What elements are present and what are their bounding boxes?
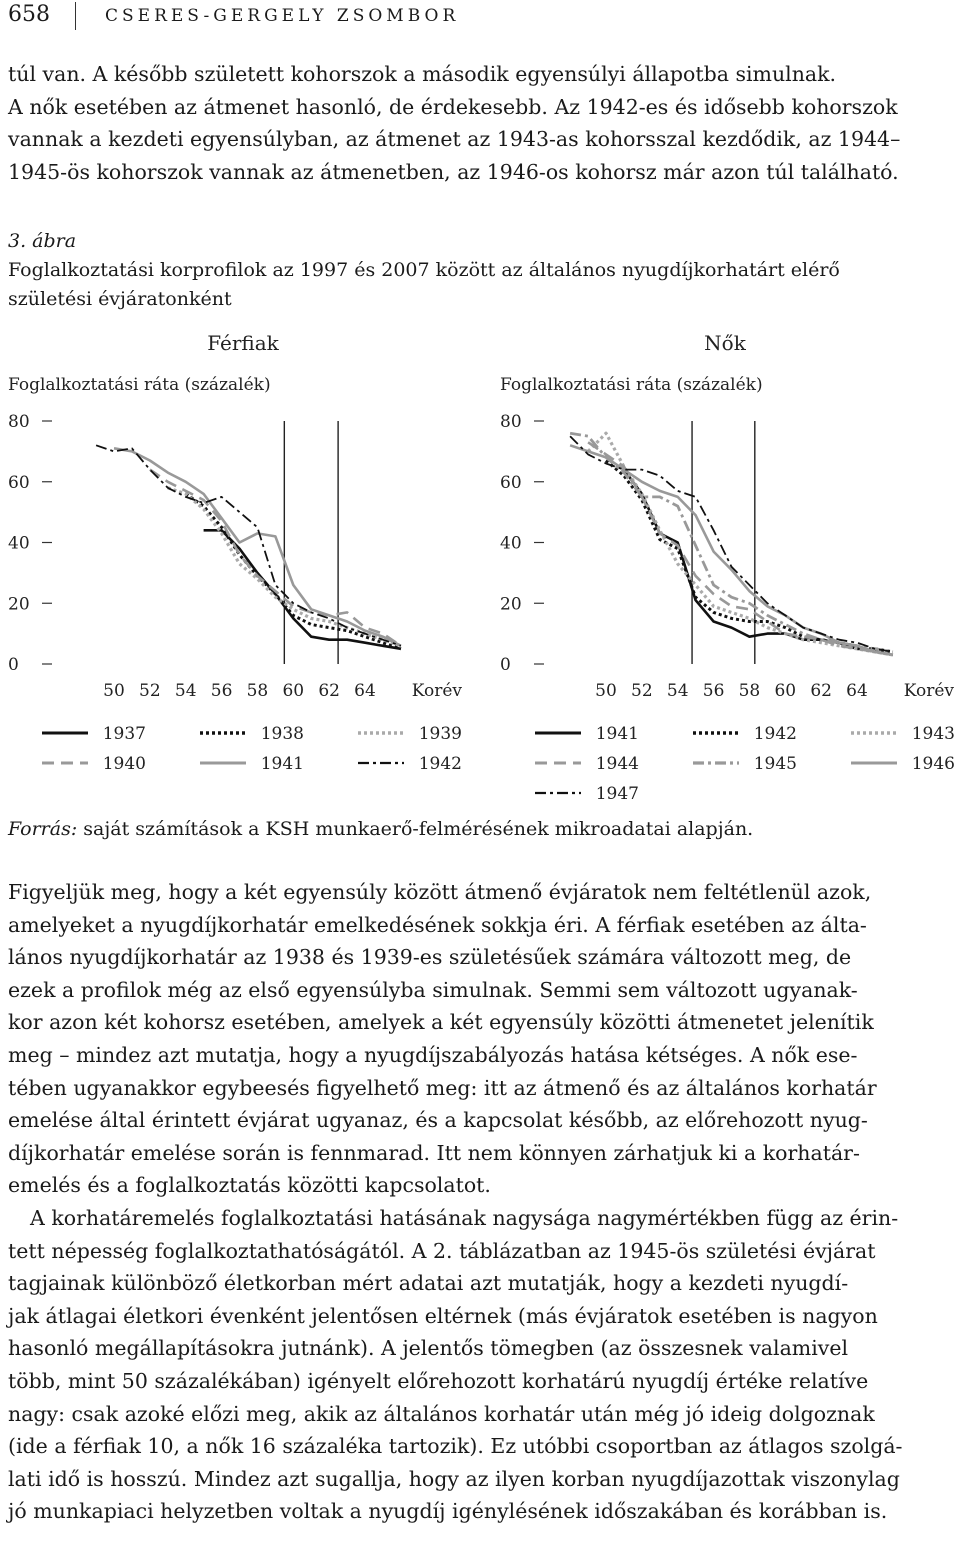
text-line: túl van. A később született kohorszok a második egyensúlyi állapotba simulnak. (8, 62, 837, 86)
x-tick-label: 52 (139, 681, 161, 701)
x-tick-label: 58 (246, 681, 269, 701)
text-line: jak átlagai életkori évenként jelentősen eltérnek (más évjáratok esetében is nagyon (8, 1303, 878, 1328)
series-line-1943 (588, 433, 893, 655)
x-tick-label: 62 (810, 681, 832, 701)
series-line-1941 (624, 470, 893, 655)
text-line: több, mint 50 százalékában) igényelt előrehozott korhatárú nyugdíj értéke relatíve (8, 1368, 869, 1393)
header-divider (75, 2, 76, 30)
x-axis-label: Korév (411, 681, 462, 701)
caption-line: születési évjáratonként (8, 288, 232, 310)
x-tick-label: 60 (282, 681, 305, 701)
figure-caption (8, 256, 956, 314)
figure-label: 3. ábra (8, 230, 77, 252)
legend-label: 1944 (595, 754, 639, 774)
text-line: vannak a kezdeti egyensúlyban, az átmenet az 1943-as kohorsszal kezdődik, az 1944– (8, 127, 901, 152)
text-line: ezek a profilok még az első egyensúlyba simulnak. Semmi sem változott ugyanak- (8, 977, 858, 1002)
intro-paragraph (8, 58, 956, 188)
source-label: Forrás: (8, 818, 78, 840)
legend-label: 1940 (102, 754, 146, 774)
x-tick-label: 56 (210, 681, 233, 701)
y-tick-label: 0 (8, 655, 19, 675)
legend-label: 1941 (260, 754, 304, 774)
text-line: (ide a férfiak 10, a nők 16 százaléka tartozik). Ez utóbbi csoportban az átlagos szolgá- (8, 1434, 903, 1459)
text-line: tében ugyanakkor egybeesés figyelhető meg: itt az átmenő és az általános korhatár (8, 1075, 877, 1100)
x-tick-label: 54 (174, 681, 197, 701)
y-tick-label: 20 (500, 594, 522, 615)
text-line: emelés és a foglalkoztatás közötti kapcsolatot. (8, 1173, 491, 1198)
running-header (0, 0, 960, 34)
x-tick-label: 56 (702, 681, 725, 701)
text-line: A korhatáremelés foglalkoztatási hatásának nagysága nagymértékben függ az érin- (30, 1206, 899, 1230)
x-tick-label: 52 (631, 681, 653, 701)
caption-line: Foglalkoztatási korprofilok az 1997 és 2007 között az általános nyugdíjkorhatárt elérő (8, 259, 840, 281)
legend-label: 1941 (595, 724, 639, 744)
text-line: amelyeket a nyugdíjkorhatár emelkedésének sokkja éri. A férfiak esetében az álta- (8, 912, 867, 937)
series-line-1942 (96, 445, 401, 646)
legend-label: 1946 (911, 754, 955, 774)
x-tick-label: 54 (666, 681, 689, 701)
y-axis-label: Foglalkoztatási ráta (százalék) (500, 375, 763, 395)
x-tick-label: 62 (318, 681, 340, 701)
x-tick-label: 60 (774, 681, 797, 701)
figure-source (8, 818, 753, 840)
chart-title: Nők (704, 331, 746, 355)
text-line: tett népesség foglalkoztathatóságától. A 2. táblázatban az 1945-ös születési évjárat (8, 1238, 876, 1263)
text-line: lati idő is hosszú. Mindez azt sugallja, hogy az ilyen korban nyugdíjazottak viszonylag (8, 1466, 900, 1491)
y-tick-label: 40 (500, 533, 522, 554)
legend-label: 1945 (753, 754, 797, 774)
text-line: nagy: csak azoké előzi meg, akik az általános korhatár után még jó ideig dolgoznak (8, 1401, 875, 1426)
legend-label: 1943 (911, 724, 955, 744)
body-paragraph-1 (8, 876, 956, 1202)
text-line: jó munkapiaci helyzetben voltak a nyugdíj igénylésének időszakában és korábban is. (8, 1499, 888, 1524)
legend-label: 1939 (418, 724, 462, 744)
series-line-1944 (588, 442, 893, 655)
x-tick-label: 50 (103, 681, 125, 701)
page-number: 658 (8, 2, 50, 27)
y-tick-label: 20 (8, 594, 30, 615)
figure-charts (0, 326, 960, 806)
text-line: hasonló megállapításokra jutnánk). A jelentős tömegben (az összesnek valamivel (8, 1336, 849, 1361)
text-line: Figyeljük meg, hogy a két egyensúly között átmenő évjáratok nem feltétlenül azok, (8, 880, 872, 904)
series-line-1946 (570, 445, 893, 655)
legend-label: 1942 (753, 724, 797, 744)
text-line: kor azon két kohorsz esetében, amelyek a két egyensúly közötti átmenetet jelenítik (8, 1010, 874, 1035)
text-line: A nők esetében az átmenet hasonló, de érdekesebb. Az 1942-es és idősebb kohorszok (8, 94, 898, 119)
x-tick-label: 50 (595, 681, 617, 701)
series-line-1942 (606, 461, 893, 652)
legend-label: 1938 (260, 724, 304, 744)
running-head-author: CSERES-GERGELY ZSOMBOR (105, 6, 460, 26)
legend-label: 1937 (102, 724, 146, 744)
y-tick-label: 0 (500, 655, 511, 675)
legend-label: 1942 (418, 754, 462, 774)
y-tick-label: 80 (500, 412, 522, 432)
legend-label: 1947 (595, 784, 639, 804)
chart-title: Férfiak (207, 331, 279, 355)
x-tick-label: 64 (354, 681, 376, 701)
y-axis-label: Foglalkoztatási ráta (százalék) (8, 375, 271, 395)
x-tick-label: 58 (738, 681, 761, 701)
text-line: díjkorhatár emelése során is fennmarad. Itt nem könnyen zárhatjuk ki a korhatár- (8, 1140, 860, 1165)
text-line: tagjainak különböző életkorban mért adatai azt mutatják, hogy a kezdeti nyugdí- (8, 1271, 849, 1296)
source-text: saját számítások a KSH munkaerő-felmérésének mikroadatai alapján. (77, 818, 754, 840)
y-tick-label: 60 (500, 472, 522, 493)
text-line: meg – mindez azt mutatja, hogy a nyugdíjszabályozás hatása kétséges. A nők ese- (8, 1042, 858, 1067)
y-tick-label: 40 (8, 533, 30, 554)
text-line: emelése által érintett évjárat ugyanaz, és a kapcsolat később, az előrehozott nyug- (8, 1108, 868, 1133)
x-axis-label: Korév (903, 681, 954, 701)
text-line: lános nyugdíjkorhatár az 1938 és 1939-es születésűek számára változott meg, de (8, 945, 852, 970)
y-tick-label: 80 (8, 412, 30, 432)
y-tick-label: 60 (8, 472, 30, 493)
body-paragraph-2 (8, 1202, 956, 1528)
text-line: 1945-ös kohorszok vannak az átmenetben, az 1946-os kohorsz már azon túl található. (8, 159, 899, 184)
x-tick-label: 64 (846, 681, 868, 701)
